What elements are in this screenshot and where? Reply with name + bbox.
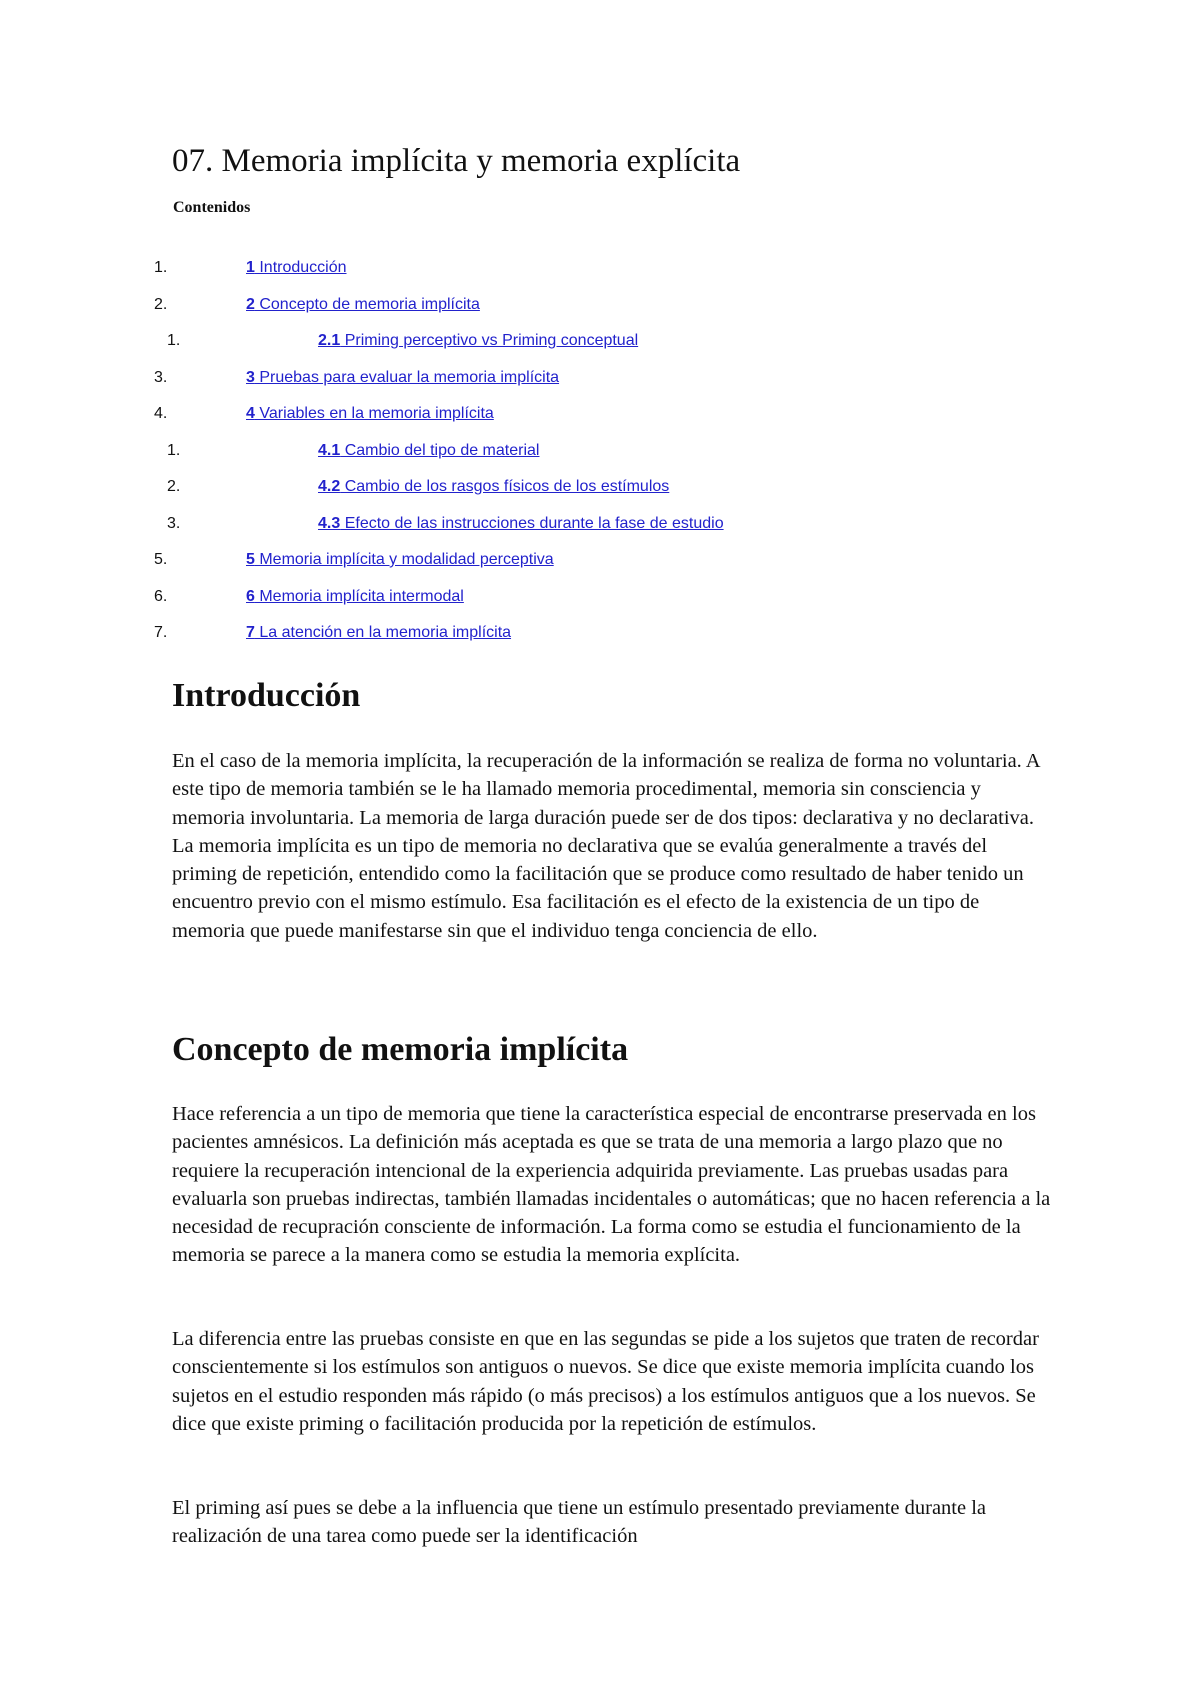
table-of-contents <box>0 258 1200 660</box>
toc-link-variables[interactable] <box>246 404 494 424</box>
toc-item-number: 5. <box>154 551 168 568</box>
toc-link-ref: 2.1 <box>318 332 341 349</box>
toc-item-number: 1. <box>167 332 181 349</box>
toc-link-label: Cambio del tipo de material <box>340 441 540 459</box>
toc-item-number: 1. <box>154 259 168 276</box>
toc-link-atencion[interactable] <box>246 623 511 643</box>
toc-item <box>0 258 1200 295</box>
concepto-paragraph-3: El priming así pues se debe a la influencia que tiene un estímulo presentado previamente durante la realización de una tarea como puede ser la identificación <box>172 1497 987 1548</box>
toc-link-label: Memoria implícita y modalidad perceptiva <box>254 551 554 568</box>
toc-link-ref: 4.3 <box>318 514 341 532</box>
toc-link-label: Variables en la memoria implícita <box>254 405 494 422</box>
document-title: 07. Memoria implícita y memoria explícita <box>172 143 741 179</box>
toc-link-rasgos-fisicos[interactable] <box>318 477 669 497</box>
toc-link-label: Cambio de los rasgos físicos de los estímulos <box>340 478 670 495</box>
toc-label: Contenidos <box>173 199 251 216</box>
toc-item <box>0 623 1200 660</box>
toc-item-number: 2. <box>154 295 168 313</box>
toc-item-number: 3. <box>167 514 181 532</box>
toc-item <box>0 331 1200 368</box>
toc-link-ref: 2 <box>246 295 255 313</box>
toc-link-ref: 5 <box>246 551 255 568</box>
toc-link-ref: 1 <box>246 259 255 276</box>
introduccion-paragraph: En el caso de la memoria implícita, la recuperación de la información se realiza de forma no voluntaria. A este tipo de memoria también se le ha llamado memoria procedimental, memoria sin consciencia y memoria involuntaria. La memoria de larga duración puede ser de dos tipos: declarativa y no declarativa. La memoria implícita es un tipo de memoria no declarativa que se evalúa generalmente a través del priming de repetición, entendido como la facilitación que se produce como resultado de haber tenido un encuentro previo con el mismo estímulo. Esa facilitación es el efecto de la existencia de un tipo de memoria que puede manifestarse sin que el individuo tenga conciencia de ello. <box>172 750 1040 942</box>
toc-link-label: Memoria implícita intermodal <box>254 587 464 605</box>
toc-item <box>0 368 1200 405</box>
toc-link-ref: 3 <box>246 368 255 386</box>
toc-link-instrucciones[interactable] <box>318 514 724 534</box>
toc-item-number: 4. <box>154 405 168 422</box>
toc-link-ref: 6 <box>246 587 255 605</box>
toc-link-ref: 4.1 <box>318 441 341 459</box>
toc-item <box>0 404 1200 441</box>
toc-item-number: 7. <box>154 624 168 641</box>
toc-link-ref: 7 <box>246 624 255 641</box>
toc-link-pruebas[interactable] <box>246 368 559 388</box>
toc-link-label: Pruebas para evaluar la memoria implícita <box>254 368 560 386</box>
toc-link-label: Introducción <box>254 259 347 276</box>
toc-link-concepto[interactable] <box>246 295 480 315</box>
toc-link-label: La atención en la memoria implícita <box>254 624 512 641</box>
section-heading-introduccion: Introducción <box>172 677 361 714</box>
toc-link-label: Priming perceptivo vs Priming conceptual <box>340 332 639 349</box>
toc-item-number: 2. <box>167 478 181 495</box>
toc-link-label: Concepto de memoria implícita <box>254 295 480 313</box>
toc-item <box>0 477 1200 514</box>
toc-item-number: 3. <box>154 368 168 386</box>
toc-link-ref: 4.2 <box>318 478 341 495</box>
toc-item <box>0 441 1200 478</box>
toc-item-number: 1. <box>167 441 181 459</box>
toc-link-priming[interactable] <box>318 331 638 351</box>
toc-link-ref: 4 <box>246 405 255 422</box>
section-heading-concepto: Concepto de memoria implícita <box>172 1031 629 1068</box>
toc-item <box>0 514 1200 551</box>
toc-item <box>0 295 1200 332</box>
toc-link-label: Efecto de las instrucciones durante la fase de estudio <box>340 514 724 532</box>
toc-item <box>0 587 1200 624</box>
toc-item-number: 6. <box>154 587 168 605</box>
toc-link-intermodal[interactable] <box>246 587 464 607</box>
concepto-paragraph-2: La diferencia entre las pruebas consiste en que en las segundas se pide a los sujetos que traten de recordar conscientemente si los estímulos son antiguos o nuevos. Se dice que existe memoria implícita cuando los sujetos en el estudio responden más rápido (o más precisos) a los estímulos antiguos que a los nuevos. Se dice que existe priming o facilitación producida por la repetición de estímulos. <box>172 1328 1039 1435</box>
toc-link-introduccion[interactable] <box>246 258 347 278</box>
toc-link-modalidad[interactable] <box>246 550 554 570</box>
toc-link-cambio-material[interactable] <box>318 441 539 461</box>
concepto-paragraph-1: Hace referencia a un tipo de memoria que tiene la característica especial de encontrarse preservada en los pacientes amnésicos. La definición más aceptada es que se trata de una memoria a largo plazo que no requiere la recuperación intencional de la experiencia adquirida previamente. Las pruebas usadas para evaluarla son pruebas indirectas, también llamadas incidentales o automáticas; que no hacen referencia a la necesidad de recupración consciente de información. La forma como se estudia el funcionamiento de la memoria se parece a la manera como se estudia la memoria explícita. <box>172 1103 1051 1267</box>
toc-item <box>0 550 1200 587</box>
